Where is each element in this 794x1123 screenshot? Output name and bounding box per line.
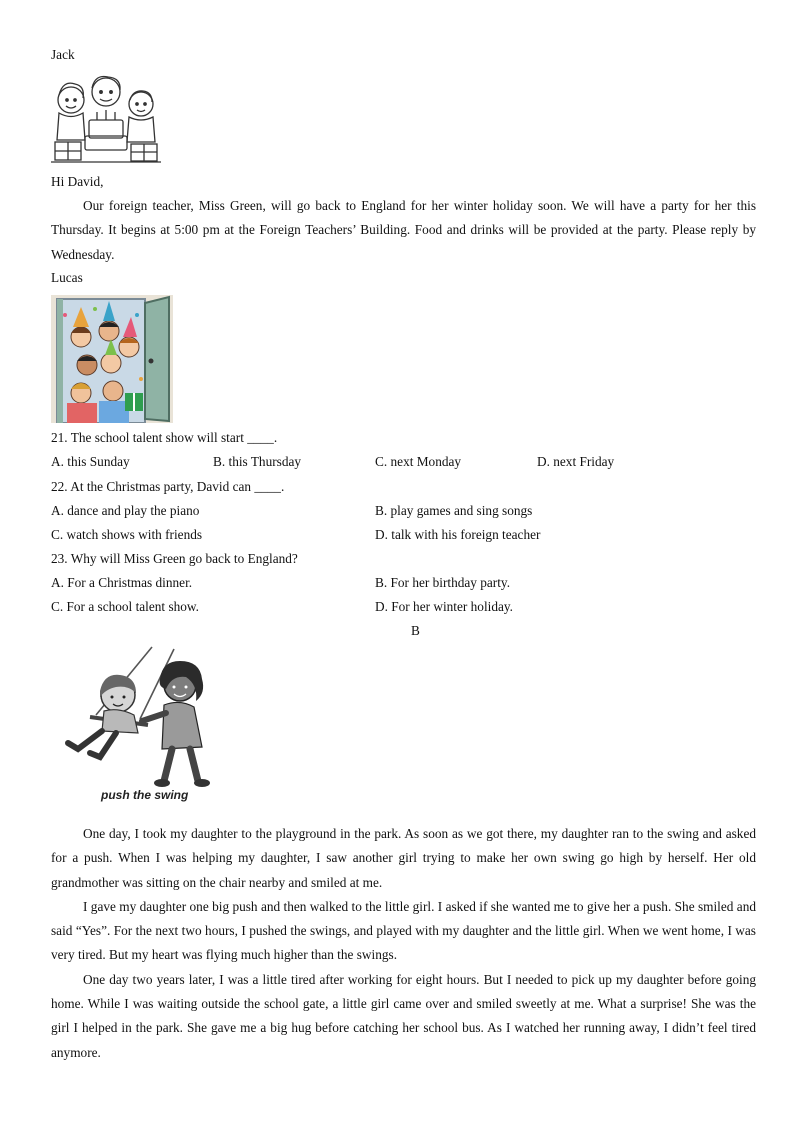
- question-22-stem: 22. At the Christmas party, David can ____.: [51, 479, 285, 494]
- question-21-option-a: A. this Sunday: [51, 454, 130, 469]
- note-body: [51, 194, 756, 267]
- question-22-option-a: A. dance and play the piano: [51, 503, 200, 518]
- question-23-option-b: B. For her birthday party.: [375, 575, 511, 590]
- question-22-option-b: B. play games and sing songs: [375, 503, 533, 518]
- question-23-stem: 23. Why will Miss Green go back to England?: [51, 551, 298, 566]
- swing-image-caption: push the swing: [101, 788, 189, 802]
- question-22-option-c: C. watch shows with friends: [51, 527, 203, 542]
- passage-b-paragraph-2: I gave my daughter one big push and then walked to the little girl. I asked if she wanted me to give her a push. She smiled and said “Yes”. For the next two hours, I pushed the swings, and played with my daughter and the little girl. When we went home, I was very tired. But my heart was flying much higher than the swings.: [51, 898, 756, 963]
- birthday-party-illustration: [51, 70, 161, 165]
- swing-illustration: [56, 645, 221, 790]
- passage-b-paragraph-3: One day two years later, I was a little tired after working for eight hours. But I needed to pick up my daughter before going home. While I was waiting outside the school gate, a little girl came over and smiled sweetly at me. What a surprise! She was the girl I helped in the park. She gave me a big hug before catching her school bus. As I watched her running away, I didn’t feel tired anymore.: [51, 971, 756, 1060]
- question-21-option-d: D. next Friday: [537, 454, 615, 469]
- note-body-text: Our foreign teacher, Miss Green, will go back to England for her winter holiday soon. We will have a party for her this Thursday. It begins at 5:00 pm at the Foreign Teachers’ Building. Food and drinks will be provided at the party. Please reply by Wednesday.: [51, 198, 756, 262]
- party-door-illustration: [51, 295, 173, 423]
- passage-b-paragraph-1: One day, I took my daughter to the playground in the park. As soon as we got there, my daughter ran to the swing and asked for a push. When I was helping my daughter, I saw another girl trying to make her own swing go high by herself. Her old grandmother was sitting on the chair nearby and smiled at me.: [51, 826, 756, 890]
- passage-b: [51, 822, 756, 1065]
- question-23-option-a: A. For a Christmas dinner.: [51, 575, 193, 590]
- section-b-label: B: [411, 623, 420, 638]
- question-22-option-d: D. talk with his foreign teacher: [375, 527, 541, 542]
- signature-lucas: Lucas: [51, 270, 83, 285]
- question-23-option-d: D. For her winter holiday.: [375, 599, 513, 614]
- question-21-option-c: C. next Monday: [375, 454, 462, 469]
- question-23-option-c: C. For a school talent show.: [51, 599, 199, 614]
- note-greeting: Hi David,: [51, 174, 104, 189]
- question-21-stem: 21. The school talent show will start ____.: [51, 430, 278, 445]
- signature-jack: Jack: [51, 47, 75, 62]
- question-21-option-b: B. this Thursday: [213, 454, 302, 469]
